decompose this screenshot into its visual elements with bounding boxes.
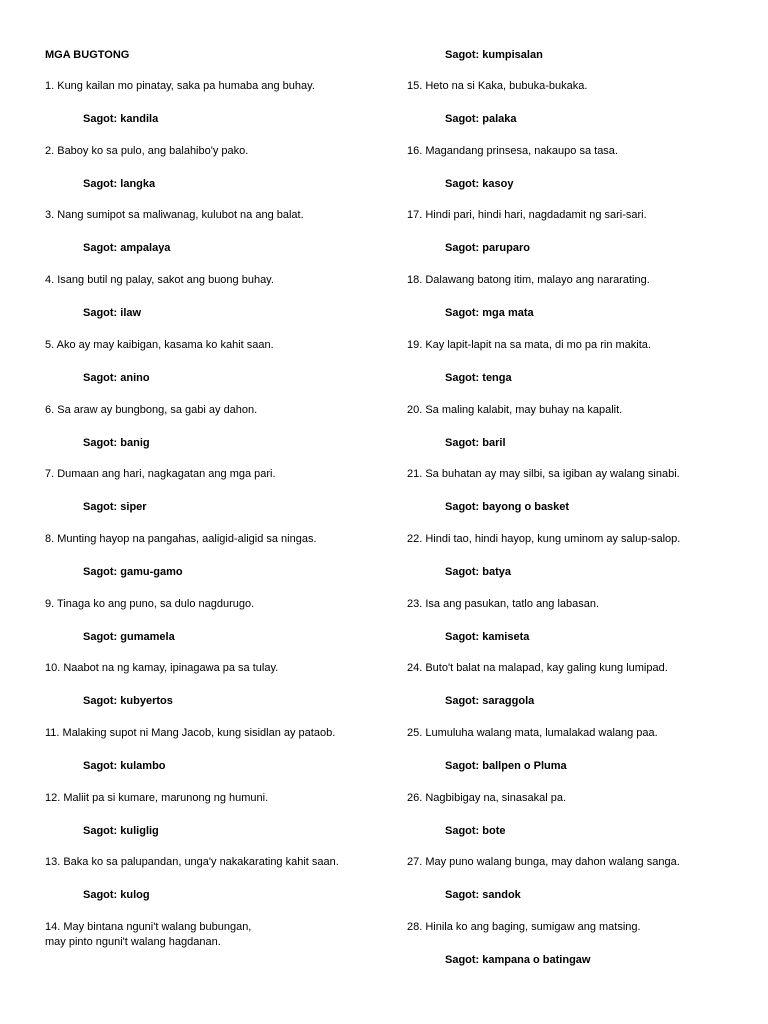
riddle-answer (445, 371, 512, 385)
riddle-answer (445, 112, 517, 126)
answer-value: ampalaya (120, 242, 171, 254)
riddle-question: 9. Tinaga ko ang puno, sa dulo nagdurugo. (45, 598, 255, 610)
answer-value: kulambo (120, 760, 166, 772)
riddle-question: 27. May puno walang bunga, may dahon walang sanga. (407, 856, 680, 868)
answer-value: paruparo (482, 242, 530, 254)
answer-value: gumamela (120, 631, 175, 643)
answer-label: Sagot: (83, 501, 121, 513)
answer-label: Sagot: (445, 760, 483, 772)
answer-label: Sagot: (83, 825, 121, 837)
answer-label: Sagot: (83, 113, 121, 125)
riddle-question: 4. Isang butil ng palay, sakot ang buong buhay. (45, 274, 274, 286)
answer-value: kamiseta (482, 631, 530, 643)
riddle-answer (445, 953, 590, 967)
answer-label: Sagot: (83, 242, 121, 254)
answer-label: Sagot: (83, 889, 121, 901)
riddle-question: 24. Buto't balat na malapad, kay galing kung lumipad. (407, 662, 668, 674)
answer-label: Sagot: (445, 631, 483, 643)
riddle-answer (83, 177, 155, 191)
answer-label: Sagot: (445, 178, 483, 190)
riddle-answer (83, 824, 159, 838)
riddle-answer (83, 112, 158, 126)
answer-label: Sagot: (445, 113, 483, 125)
riddle-question: 2. Baboy ko sa pulo, ang balahibo'y pako. (45, 145, 249, 157)
answer-value: batya (482, 566, 512, 578)
riddle-answer (445, 888, 521, 902)
riddle-question: 13. Baka ko sa palupandan, unga'y nakakarating kahit saan. (45, 856, 339, 868)
answer-value: ballpen o Pluma (482, 760, 567, 772)
riddle-question: 14. May bintana nguni't walang bubungan, (45, 921, 252, 933)
answer-label: Sagot: (445, 889, 483, 901)
riddle-question: 10. Naabot na ng kamay, ipinagawa pa sa tulay. (45, 662, 279, 674)
riddle-question: 16. Magandang prinsesa, nakaupo sa tasa. (407, 145, 618, 157)
answer-value: kubyertos (120, 695, 173, 707)
answer-value: gamu-gamo (120, 566, 183, 578)
answer-label: Sagot: (83, 695, 121, 707)
riddle-answer (83, 694, 173, 708)
answer-label: Sagot: (445, 954, 483, 966)
answer-label: Sagot: (83, 566, 121, 578)
riddle-answer (445, 241, 530, 255)
answer-value: bayong o basket (482, 501, 570, 513)
riddle-answer (83, 306, 141, 320)
answer-label: Sagot: (83, 178, 121, 190)
riddle-answer (445, 177, 513, 191)
answer-label: Sagot: (445, 566, 483, 578)
answer-label: Sagot: (83, 437, 121, 449)
answer-value: kulog (120, 889, 150, 901)
riddle-question: 6. Sa araw ay bungbong, sa gabi ay dahon. (45, 404, 258, 416)
riddle-answer (445, 565, 511, 579)
riddle-question: 26. Nagbibigay na, sinasakal pa. (407, 792, 566, 804)
riddle-question: 11. Malaking supot ni Mang Jacob, kung sisidlan ay pataob. (45, 727, 336, 739)
riddle-answer (445, 48, 543, 62)
answer-value: kampana o batingaw (482, 954, 591, 966)
riddle-question: 25. Lumuluha walang mata, lumalakad walang paa. (407, 727, 658, 739)
answer-value: kumpisalan (482, 49, 543, 61)
answer-value: tenga (482, 372, 512, 384)
answer-value: langka (120, 178, 156, 190)
riddle-answer (83, 436, 150, 450)
answer-label: Sagot: (83, 307, 121, 319)
answer-label: Sagot: (445, 242, 483, 254)
answer-value: bote (482, 825, 506, 837)
riddle-question: 20. Sa maling kalabit, may buhay na kapalit. (407, 404, 623, 416)
answer-value: palaka (482, 113, 517, 125)
answer-label: Sagot: (445, 437, 483, 449)
answer-label: Sagot: (445, 372, 483, 384)
answer-value: baril (482, 437, 506, 449)
riddle-answer (445, 500, 569, 514)
riddle-answer (83, 371, 150, 385)
riddle-question: 8. Munting hayop na pangahas, aaligid-aligid sa ningas. (45, 533, 317, 545)
answer-label: Sagot: (83, 760, 121, 772)
answer-label: Sagot: (445, 501, 483, 513)
answer-value: kasoy (482, 178, 514, 190)
answer-value: saraggola (482, 695, 535, 707)
riddle-answer (445, 630, 529, 644)
riddle-question: 5. Ako ay may kaibigan, kasama ko kahit saan. (45, 339, 274, 351)
riddle-question: 3. Nang sumipot sa maliwanag, kulubot na ang balat. (45, 209, 304, 221)
answer-value: banig (120, 437, 150, 449)
riddle-question: 21. Sa buhatan ay may silbi, sa igiban ay walang sinabi. (407, 468, 680, 480)
riddle-question: 23. Isa ang pasukan, tatlo ang labasan. (407, 598, 600, 610)
riddle-question: 1. Kung kailan mo pinatay, saka pa humaba ang buhay. (45, 80, 315, 92)
riddle-question: 7. Dumaan ang hari, nagkagatan ang mga pari. (45, 468, 276, 480)
page-title: MGA BUGTONG (45, 49, 130, 61)
riddle-answer (83, 759, 166, 773)
riddle-question: 19. Kay lapit-lapit na sa mata, di mo pa rin makita. (407, 339, 651, 351)
answer-value: anino (120, 372, 150, 384)
answer-label: Sagot: (445, 49, 483, 61)
riddle-question: 28. Hinila ko ang baging, sumigaw ang matsing. (407, 921, 641, 933)
riddle-question: 15. Heto na si Kaka, bubuka-bukaka. (407, 80, 588, 92)
answer-label: Sagot: (445, 307, 483, 319)
riddle-question-continued: may pinto nguni't walang hagdanan. (45, 936, 221, 948)
riddle-question: 12. Maliit pa si kumare, marunong ng humuni. (45, 792, 269, 804)
answer-value: mga mata (482, 307, 534, 319)
riddle-question: 22. Hindi tao, hindi hayop, kung uminom ay salup-salop. (407, 533, 681, 545)
riddle-answer (83, 888, 150, 902)
answer-value: sandok (482, 889, 521, 901)
riddle-answer (445, 824, 506, 838)
riddle-question: 18. Dalawang batong itim, malayo ang nararating. (407, 274, 650, 286)
riddle-answer (83, 565, 183, 579)
riddle-answer (83, 500, 147, 514)
answer-label: Sagot: (83, 372, 121, 384)
answer-value: kuliglig (120, 825, 159, 837)
answer-label: Sagot: (445, 825, 483, 837)
riddle-answer (445, 436, 506, 450)
answer-value: kandila (120, 113, 159, 125)
riddle-answer (83, 630, 175, 644)
riddle-answer (445, 306, 534, 320)
answer-label: Sagot: (445, 695, 483, 707)
riddle-question: 17. Hindi pari, hindi hari, nagdadamit ng sari-sari. (407, 209, 647, 221)
answer-value: siper (120, 501, 147, 513)
answer-label: Sagot: (83, 631, 121, 643)
riddle-answer (445, 694, 534, 708)
answer-value: ilaw (120, 307, 142, 319)
riddle-answer (83, 241, 170, 255)
riddle-answer (445, 759, 567, 773)
